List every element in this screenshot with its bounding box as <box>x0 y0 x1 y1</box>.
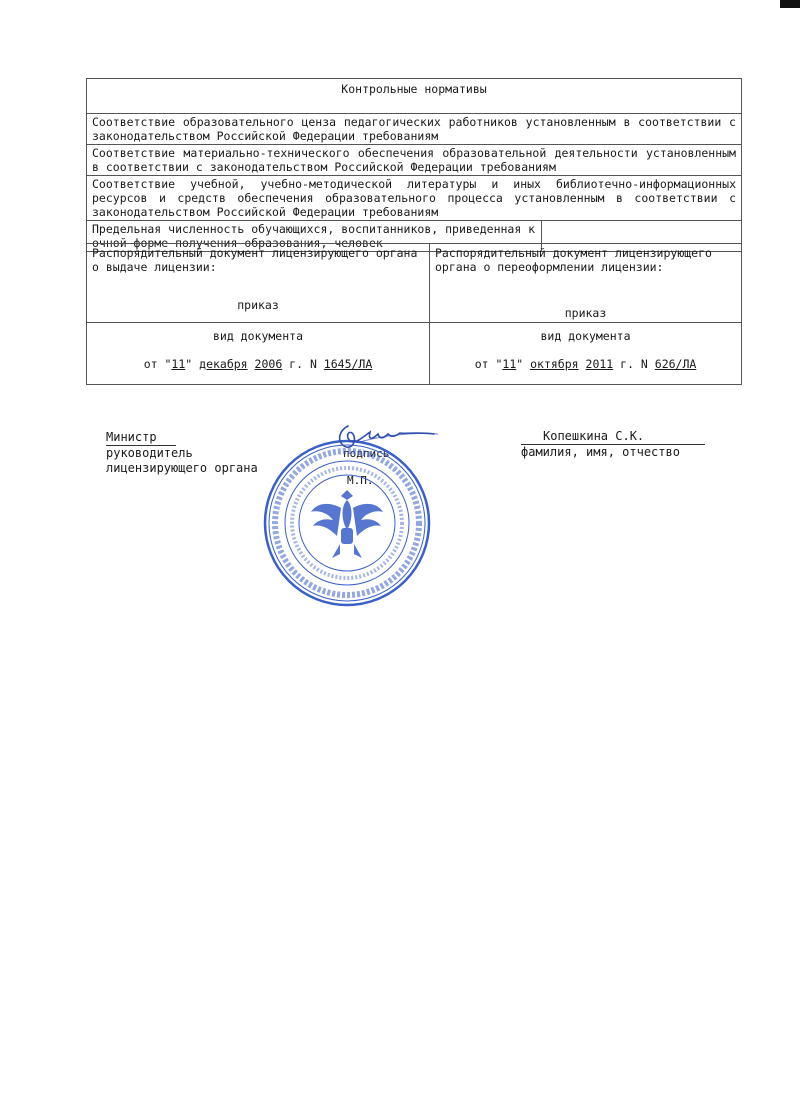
issue-doc-type: приказ <box>237 298 279 312</box>
corner-mark <box>780 0 800 8</box>
issue-doc-date: от "11" декабря 2006 г. N 1645/ЛА <box>143 357 373 371</box>
reissue-month: октября <box>530 357 579 371</box>
issue-doc-details <box>87 323 430 385</box>
handwritten-signature-icon <box>330 418 445 458</box>
signer-position-block <box>106 430 258 476</box>
reissue-day: 11 <box>502 357 517 371</box>
signer-position: Министр <box>106 430 176 446</box>
reissue-doc-date: от "11" октября 2011 г. N 626/ЛА <box>474 357 697 371</box>
signer-name-label: фамилия, имя, отчество <box>521 445 680 459</box>
issue-doc-title: Распорядительный документ лицензирующего органа о выдаче лицензии: <box>92 246 418 274</box>
signer-name-block <box>521 429 705 460</box>
issue-day: 11 <box>171 357 186 371</box>
signature-label: подпись <box>343 447 390 460</box>
issue-doc-kind: вид документа <box>212 329 303 343</box>
reissue-doc-kind: вид документа <box>540 329 631 343</box>
official-seal-icon <box>262 438 432 608</box>
norm-row-teachers: Соответствие образовательного ценза педагогических работников установленным в соответствии с законодательством Российской Федерации требованиям <box>87 114 742 145</box>
issue-number: 1645/ЛА <box>323 357 373 371</box>
reissue-doc-type: приказ <box>564 306 607 320</box>
stamp-label: М.П. <box>347 474 374 487</box>
docs-table <box>86 243 742 385</box>
issue-month: декабря <box>199 357 248 371</box>
reissue-doc-cell <box>430 244 742 323</box>
norm-row-literature: Соответствие учебной, учебно-методической литературы и иных библиотечно-информационных ресурсов и средств обеспечения образовательного процесса установленным в соответствии с законодательством Российской Федерации требованиям <box>87 176 742 221</box>
reissue-doc-details <box>430 323 742 385</box>
reissue-doc-title: Распорядительный документ лицензирующего органа о переоформлении лицензии: <box>435 246 712 274</box>
norm-row-capacity: Предельная численность обучающихся, воспитанников, приведенная к очной форме получения образования, человек <box>87 221 542 252</box>
signer-position-label2: лицензирующего органа <box>106 461 258 475</box>
issue-year: 2006 <box>254 357 283 371</box>
signer-name: Копешкина С.К. <box>521 429 705 445</box>
signer-position-label1: руководитель <box>106 446 193 460</box>
table-header: Контрольные нормативы <box>87 79 742 114</box>
control-norms-table <box>86 78 742 252</box>
reissue-year: 2011 <box>585 357 614 371</box>
norm-row-material: Соответствие материально-технического обеспечения образовательной деятельности установленным в соответствии с законодательством Российской Федерации требованиям <box>87 145 742 176</box>
reissue-number: 626/ЛА <box>654 357 697 371</box>
issue-doc-cell <box>87 244 430 323</box>
